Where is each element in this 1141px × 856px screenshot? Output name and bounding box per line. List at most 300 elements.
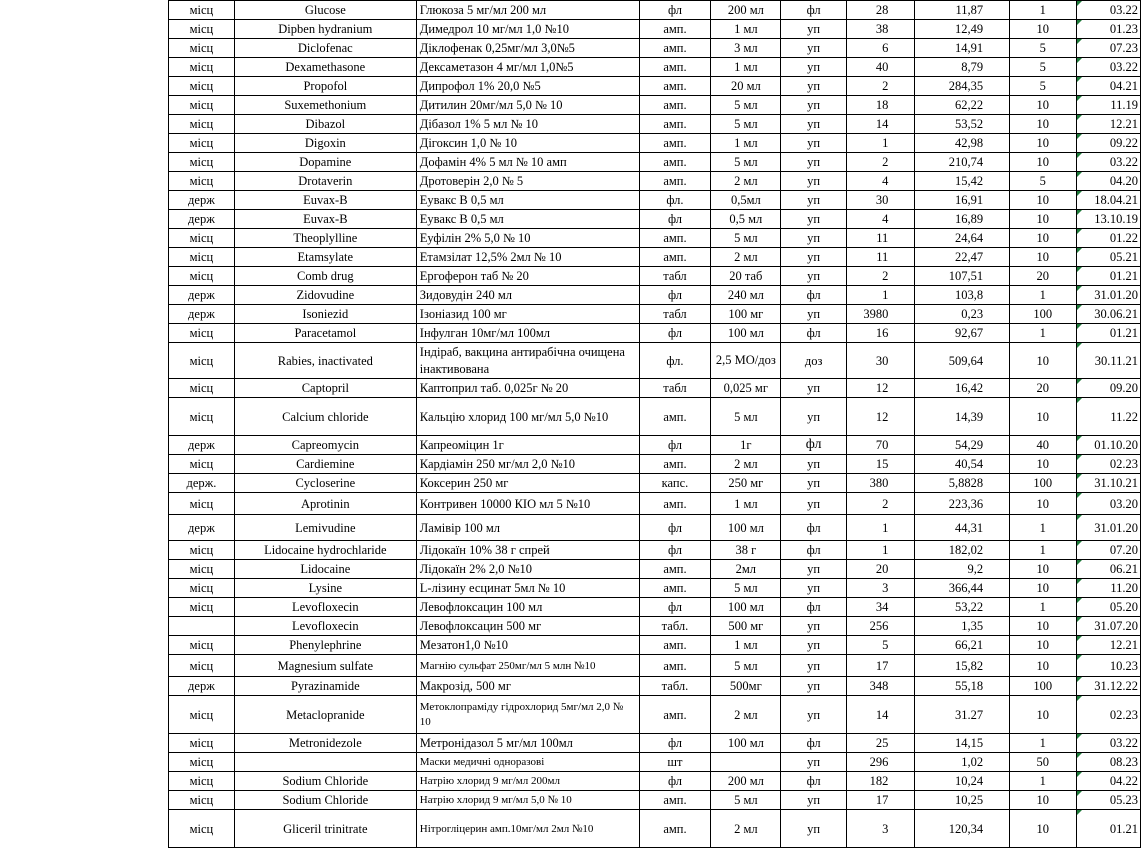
dose-cell: 100 мл [711, 598, 781, 617]
form-cell: амп. [639, 153, 711, 172]
form-cell: фл [639, 541, 711, 560]
scope-cell: місц [169, 172, 235, 191]
pack-cell: 5 [1010, 172, 1076, 191]
form-cell: амп. [639, 96, 711, 115]
trade-name-cell: Димедрол 10 мг/мл 1,0 №10 [416, 20, 639, 39]
trade-name-cell: Дофамін 4% 5 мл № 10 амп [416, 153, 639, 172]
scope-cell: місц [169, 1, 235, 20]
table-row [169, 772, 1141, 791]
dose-cell: 100 мг [711, 305, 781, 324]
scope-cell: держ [169, 677, 235, 696]
price-cell: 1,02 [915, 753, 1010, 772]
price-cell: 10,24 [915, 772, 1010, 791]
unit-cell: уп [781, 493, 846, 515]
pack-cell: 1 [1010, 541, 1076, 560]
inn-name-cell: Paracetamol [234, 324, 416, 343]
scope-cell: місц [169, 134, 235, 153]
dose-cell: 100 мл [711, 734, 781, 753]
table-row [169, 636, 1141, 655]
table-row [169, 791, 1141, 810]
expiry-cell: 03.22 [1076, 153, 1141, 172]
table-row [169, 379, 1141, 398]
trade-name-cell: Контривен 10000 КІО мл 5 №10 [416, 493, 639, 515]
pack-cell: 100 [1010, 474, 1076, 493]
inn-name-cell: Suxemethonium [234, 96, 416, 115]
inn-name-cell: Cardiemine [234, 455, 416, 474]
dose-cell [711, 753, 781, 772]
pack-cell: 40 [1010, 436, 1076, 455]
pack-cell: 10 [1010, 210, 1076, 229]
scope-cell: місц [169, 379, 235, 398]
dose-cell: 200 мл [711, 772, 781, 791]
form-cell: амп. [639, 134, 711, 153]
trade-name-cell: Коксерин 250 мг [416, 474, 639, 493]
unit-cell: уп [781, 810, 846, 848]
table-row [169, 541, 1141, 560]
pack-cell: 10 [1010, 134, 1076, 153]
expiry-cell: 09.22 [1076, 134, 1141, 153]
pack-cell: 10 [1010, 655, 1076, 677]
scope-cell: держ. [169, 474, 235, 493]
price-cell: 8,79 [915, 58, 1010, 77]
table-row [169, 436, 1141, 455]
form-cell: фл. [639, 343, 711, 379]
form-cell: табл [639, 267, 711, 286]
quantity-cell: 4 [846, 172, 914, 191]
inn-name-cell: Aprotinin [234, 493, 416, 515]
table-row [169, 153, 1141, 172]
price-cell: 1,35 [915, 617, 1010, 636]
price-cell: 9,2 [915, 560, 1010, 579]
trade-name-cell: Каптоприл таб. 0,025г № 20 [416, 379, 639, 398]
trade-name-cell: Лідокаїн 2% 2,0 №10 [416, 560, 639, 579]
quantity-cell: 1 [846, 515, 914, 541]
inn-name-cell: Dopamine [234, 153, 416, 172]
table-row [169, 229, 1141, 248]
trade-name-cell: Натрію хлорид 9 мг/мл 5,0 № 10 [416, 791, 639, 810]
unit-cell: уп [781, 210, 846, 229]
form-cell: амп. [639, 455, 711, 474]
table-row [169, 134, 1141, 153]
trade-name-cell: Кальцію хлорид 100 мг/мл 5,0 №10 [416, 398, 639, 436]
dose-cell: 3 мл [711, 39, 781, 58]
expiry-cell: 30.06.21 [1076, 305, 1141, 324]
dose-cell: 0,5 мл [711, 210, 781, 229]
scope-cell: місц [169, 153, 235, 172]
unit-cell: уп [781, 229, 846, 248]
quantity-cell: 12 [846, 398, 914, 436]
expiry-cell: 03.22 [1076, 58, 1141, 77]
price-cell: 66,21 [915, 636, 1010, 655]
expiry-cell: 01.21 [1076, 267, 1141, 286]
dose-cell: 100 мл [711, 324, 781, 343]
dose-cell: 0,5мл [711, 191, 781, 210]
inn-name-cell: Diclofenac [234, 39, 416, 58]
unit-cell: фл [781, 515, 846, 541]
expiry-cell: 05.20 [1076, 598, 1141, 617]
expiry-cell: 11.20 [1076, 579, 1141, 598]
pack-cell: 1 [1010, 598, 1076, 617]
pack-cell: 1 [1010, 515, 1076, 541]
quantity-cell: 18 [846, 96, 914, 115]
table-row [169, 343, 1141, 379]
inn-name-cell: Sodium Chloride [234, 772, 416, 791]
unit-cell: уп [781, 753, 846, 772]
table-row [169, 191, 1141, 210]
inn-name-cell: Magnesium sulfate [234, 655, 416, 677]
quantity-cell: 3 [846, 810, 914, 848]
pack-cell: 10 [1010, 810, 1076, 848]
trade-name-cell: Дігоксин 1,0 № 10 [416, 134, 639, 153]
dose-cell: 2 мл [711, 455, 781, 474]
dose-cell: 5 мл [711, 579, 781, 598]
inn-name-cell: Phenylephrine [234, 636, 416, 655]
quantity-cell: 2 [846, 267, 914, 286]
pack-cell: 20 [1010, 267, 1076, 286]
trade-name-cell: Макрозід, 500 мг [416, 677, 639, 696]
medicines-table [168, 0, 1141, 848]
scope-cell: місц [169, 579, 235, 598]
scope-cell: місц [169, 96, 235, 115]
unit-cell: фл [781, 286, 846, 305]
expiry-cell: 01.10.20 [1076, 436, 1141, 455]
trade-name-cell: Дипрофол 1% 20,0 №5 [416, 77, 639, 96]
inn-name-cell: Metaclopranide [234, 696, 416, 734]
unit-cell: уп [781, 655, 846, 677]
inn-name-cell: Lidocaine [234, 560, 416, 579]
trade-name-cell: Левофлоксацин 100 мл [416, 598, 639, 617]
dose-cell: 1 мл [711, 636, 781, 655]
inn-name-cell: Euvax-B [234, 191, 416, 210]
dose-cell: 5 мл [711, 115, 781, 134]
unit-cell: уп [781, 560, 846, 579]
quantity-cell: 17 [846, 655, 914, 677]
quantity-cell: 5 [846, 636, 914, 655]
price-cell: 16,42 [915, 379, 1010, 398]
expiry-cell: 03.20 [1076, 493, 1141, 515]
trade-name-cell: Дротоверін 2,0 № 5 [416, 172, 639, 191]
dose-cell: 5 мл [711, 153, 781, 172]
expiry-cell: 10.23 [1076, 655, 1141, 677]
trade-name-cell: Мезатон1,0 №10 [416, 636, 639, 655]
scope-cell: місц [169, 229, 235, 248]
price-cell: 210,74 [915, 153, 1010, 172]
price-cell: 15,82 [915, 655, 1010, 677]
quantity-cell: 2 [846, 153, 914, 172]
dose-cell: 500 мг [711, 617, 781, 636]
table-row [169, 248, 1141, 267]
expiry-cell: 01.21 [1076, 810, 1141, 848]
pack-cell: 10 [1010, 493, 1076, 515]
expiry-cell: 13.10.19 [1076, 210, 1141, 229]
form-cell: амп. [639, 579, 711, 598]
trade-name-cell: Дитилин 20мг/мл 5,0 № 10 [416, 96, 639, 115]
scope-cell: місц [169, 636, 235, 655]
table-row [169, 115, 1141, 134]
dose-cell: 240 мл [711, 286, 781, 305]
price-cell: 14,39 [915, 398, 1010, 436]
price-cell: 14,15 [915, 734, 1010, 753]
pack-cell: 100 [1010, 305, 1076, 324]
trade-name-cell: Лідокаїн 10% 38 г спрей [416, 541, 639, 560]
form-cell: фл [639, 734, 711, 753]
inn-name-cell: Comb drug [234, 267, 416, 286]
expiry-cell: 04.21 [1076, 77, 1141, 96]
pack-cell: 10 [1010, 617, 1076, 636]
price-cell: 5,8828 [915, 474, 1010, 493]
table-row [169, 267, 1141, 286]
quantity-cell: 30 [846, 191, 914, 210]
dose-cell: 1 мл [711, 134, 781, 153]
quantity-cell: 1 [846, 286, 914, 305]
price-cell: 42,98 [915, 134, 1010, 153]
unit-cell: уп [781, 20, 846, 39]
pack-cell: 10 [1010, 96, 1076, 115]
quantity-cell: 2 [846, 493, 914, 515]
inn-name-cell: Glucose [234, 1, 416, 20]
scope-cell: місц [169, 39, 235, 58]
form-cell: табл [639, 379, 711, 398]
dose-cell: 2 мл [711, 810, 781, 848]
quantity-cell: 15 [846, 455, 914, 474]
unit-cell: уп [781, 455, 846, 474]
quantity-cell: 14 [846, 696, 914, 734]
expiry-cell: 05.23 [1076, 791, 1141, 810]
trade-name-cell: Діклофенак 0,25мг/мл 3,0№5 [416, 39, 639, 58]
trade-name-cell: Ізоніазид 100 мг [416, 305, 639, 324]
scope-cell: держ [169, 515, 235, 541]
pack-cell: 10 [1010, 636, 1076, 655]
pack-cell: 1 [1010, 1, 1076, 20]
price-cell: 62,22 [915, 96, 1010, 115]
price-cell: 182,02 [915, 541, 1010, 560]
form-cell: амп. [639, 810, 711, 848]
scope-cell: місц [169, 248, 235, 267]
table-row [169, 474, 1141, 493]
scope-cell: місц [169, 560, 235, 579]
table-row [169, 493, 1141, 515]
trade-name-cell: Дібазол 1% 5 мл № 10 [416, 115, 639, 134]
form-cell: фл. [639, 191, 711, 210]
quantity-cell: 11 [846, 248, 914, 267]
scope-cell: місц [169, 791, 235, 810]
inn-name-cell: Calcium chloride [234, 398, 416, 436]
unit-cell: уп [781, 677, 846, 696]
inn-name-cell: Euvax-B [234, 210, 416, 229]
table-row [169, 753, 1141, 772]
expiry-cell: 31.01.20 [1076, 286, 1141, 305]
dose-cell: 20 таб [711, 267, 781, 286]
trade-name-cell: Капреоміцин 1г [416, 436, 639, 455]
dose-cell: 5 мл [711, 791, 781, 810]
expiry-cell: 30.11.21 [1076, 343, 1141, 379]
unit-cell: уп [781, 191, 846, 210]
dose-cell: 1г [711, 436, 781, 455]
inn-name-cell: Capreomycin [234, 436, 416, 455]
scope-cell: держ [169, 286, 235, 305]
price-cell: 53,22 [915, 598, 1010, 617]
price-cell: 16,89 [915, 210, 1010, 229]
dose-cell: 1 мл [711, 20, 781, 39]
table-row [169, 696, 1141, 734]
price-cell: 366,44 [915, 579, 1010, 598]
inn-name-cell: Levofloxecin [234, 598, 416, 617]
pack-cell: 10 [1010, 398, 1076, 436]
scope-cell: місц [169, 77, 235, 96]
scope-cell: держ [169, 191, 235, 210]
inn-name-cell: Cycloserine [234, 474, 416, 493]
unit-cell: уп [781, 579, 846, 598]
form-cell: фл [639, 436, 711, 455]
trade-name-cell: Ергоферон таб № 20 [416, 267, 639, 286]
pack-cell: 10 [1010, 191, 1076, 210]
unit-cell: уп [781, 791, 846, 810]
quantity-cell: 40 [846, 58, 914, 77]
price-cell: 10,25 [915, 791, 1010, 810]
quantity-cell: 1 [846, 134, 914, 153]
price-cell: 223,36 [915, 493, 1010, 515]
dose-cell: 2 мл [711, 248, 781, 267]
price-cell: 44,31 [915, 515, 1010, 541]
expiry-cell: 11.22 [1076, 398, 1141, 436]
quantity-cell: 11 [846, 229, 914, 248]
trade-name-cell: Ламівір 100 мл [416, 515, 639, 541]
quantity-cell: 1 [846, 541, 914, 560]
scope-cell: місц [169, 541, 235, 560]
unit-cell: уп [781, 636, 846, 655]
scope-cell: місц [169, 655, 235, 677]
table-row [169, 515, 1141, 541]
trade-name-cell: Магнію сульфат 250мг/мл 5 млн №10 [416, 655, 639, 677]
table-row [169, 734, 1141, 753]
form-cell: табл. [639, 677, 711, 696]
expiry-cell: 07.20 [1076, 541, 1141, 560]
price-cell: 22,47 [915, 248, 1010, 267]
form-cell: амп. [639, 39, 711, 58]
expiry-cell: 04.22 [1076, 772, 1141, 791]
unit-cell: уп [781, 617, 846, 636]
dose-cell: 2мл [711, 560, 781, 579]
pack-cell: 5 [1010, 77, 1076, 96]
inn-name-cell: Levofloxecin [234, 617, 416, 636]
table-row [169, 20, 1141, 39]
table-row [169, 210, 1141, 229]
dose-cell: 5 мл [711, 398, 781, 436]
dose-cell: 200 мл [711, 1, 781, 20]
quantity-cell: 3980 [846, 305, 914, 324]
dose-cell: 20 мл [711, 77, 781, 96]
unit-cell: уп [781, 153, 846, 172]
unit-cell: уп [781, 474, 846, 493]
inn-name-cell: Theoplylline [234, 229, 416, 248]
expiry-cell: 02.23 [1076, 455, 1141, 474]
scope-cell [169, 617, 235, 636]
price-cell: 12,49 [915, 20, 1010, 39]
scope-cell: місц [169, 343, 235, 379]
trade-name-cell: Кардіамін 250 мг/мл 2,0 №10 [416, 455, 639, 474]
price-cell: 16,91 [915, 191, 1010, 210]
scope-cell: місц [169, 598, 235, 617]
trade-name-cell: Еувакс В 0,5 мл [416, 210, 639, 229]
form-cell: амп. [639, 115, 711, 134]
expiry-cell: 03.22 [1076, 734, 1141, 753]
pack-cell: 10 [1010, 229, 1076, 248]
inn-name-cell: Propofol [234, 77, 416, 96]
pack-cell: 1 [1010, 286, 1076, 305]
unit-cell: фл [781, 324, 846, 343]
price-cell: 107,51 [915, 267, 1010, 286]
pack-cell: 10 [1010, 579, 1076, 598]
inn-name-cell: Gliceril trinitrate [234, 810, 416, 848]
quantity-cell: 348 [846, 677, 914, 696]
unit-cell: уп [781, 39, 846, 58]
unit-cell: уп [781, 398, 846, 436]
dose-cell: 5 мл [711, 655, 781, 677]
quantity-cell: 28 [846, 1, 914, 20]
unit-cell: фл [781, 772, 846, 791]
trade-name-cell: Еуфілін 2% 5,0 № 10 [416, 229, 639, 248]
inn-name-cell: Etamsylate [234, 248, 416, 267]
scope-cell: місц [169, 20, 235, 39]
trade-name-cell: Метоклопраміду гідрохлорид 5мг/мл 2,0 № 10 [416, 696, 639, 734]
form-cell: амп. [639, 20, 711, 39]
form-cell: амп. [639, 493, 711, 515]
inn-name-cell: Lemivudine [234, 515, 416, 541]
expiry-cell: 01.22 [1076, 229, 1141, 248]
dose-cell: 500мг [711, 677, 781, 696]
form-cell: фл [639, 324, 711, 343]
pack-cell: 1 [1010, 734, 1076, 753]
price-cell: 0,23 [915, 305, 1010, 324]
unit-cell: уп [781, 96, 846, 115]
scope-cell: місц [169, 58, 235, 77]
scope-cell: місц [169, 772, 235, 791]
inn-name-cell: Lidocaine hydrochlaride [234, 541, 416, 560]
table-row [169, 324, 1141, 343]
scope-cell: місц [169, 734, 235, 753]
pack-cell: 50 [1010, 753, 1076, 772]
trade-name-cell: Левофлоксацин 500 мг [416, 617, 639, 636]
scope-cell: місц [169, 115, 235, 134]
inn-name-cell: Zidovudine [234, 286, 416, 305]
trade-name-cell: Еувакс В 0,5 мл [416, 191, 639, 210]
inn-name-cell: Rabies, inactivated [234, 343, 416, 379]
form-cell: амп. [639, 58, 711, 77]
quantity-cell: 25 [846, 734, 914, 753]
dose-cell: 2 мл [711, 696, 781, 734]
table-row [169, 305, 1141, 324]
expiry-cell: 01.23 [1076, 20, 1141, 39]
scope-cell: місц [169, 696, 235, 734]
scope-cell: місц [169, 753, 235, 772]
scope-cell: місц [169, 493, 235, 515]
table-row [169, 58, 1141, 77]
table-row [169, 455, 1141, 474]
pack-cell: 1 [1010, 324, 1076, 343]
table-row [169, 560, 1141, 579]
form-cell: амп. [639, 172, 711, 191]
quantity-cell: 4 [846, 210, 914, 229]
price-cell: 31.27 [915, 696, 1010, 734]
quantity-cell: 14 [846, 115, 914, 134]
form-cell: фл [639, 515, 711, 541]
trade-name-cell: Метронідазол 5 мг/мл 100мл [416, 734, 639, 753]
scope-cell: місц [169, 267, 235, 286]
price-cell: 11,87 [915, 1, 1010, 20]
table-row [169, 677, 1141, 696]
dose-cell: 38 г [711, 541, 781, 560]
unit-cell: фл [781, 598, 846, 617]
